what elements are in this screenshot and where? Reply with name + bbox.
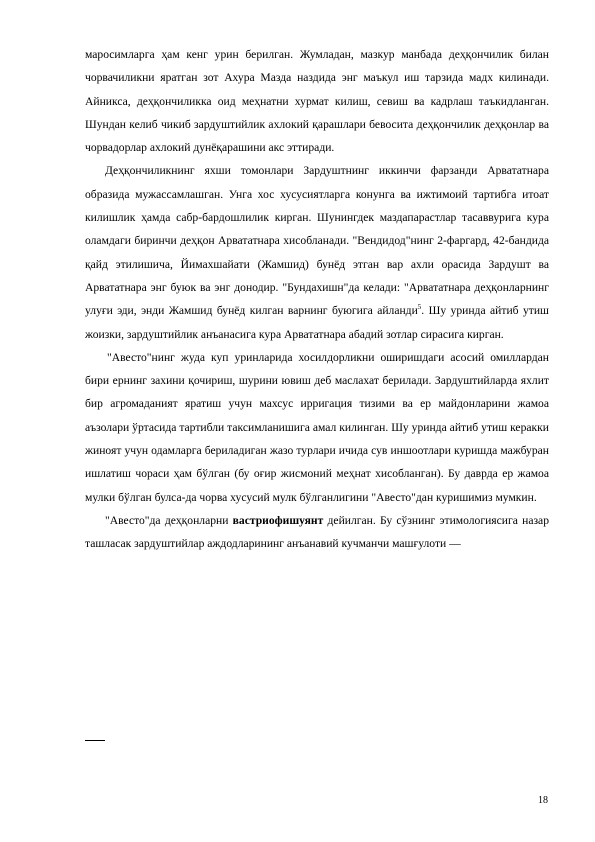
page-number: 18: [538, 795, 548, 806]
paragraph-4-text-end: дейилган. Бу сўзнинг этимологиясига назар ташласак зардуштийлар аждодларининг анъанавий кучманчи машғулоти —: [85, 513, 549, 551]
paragraph-3: "Авесто"нинг жуда куп уринларида хосилдорликни оширишдаги асосий омиллардан бири ернинг захини қочириш, шурини ювиш деб маслахат берилади. Зардуштийларда яхлит бир агромаданият яратиш учун махсус ирригация тизими ва ер майдонларини жамоа аъзолари ўртасида тартибли таксимланишига амал килинган. Шу уринда айтиб утиш керакки жиноят учун одамларга бериладиган жазо турлари ичида сув иншоотлари куришда мажбуран ишлатиш чораси ҳам бўлган (бу оғир жисмоний меҳнат хисобланган). Бу даврда ер жамоа мулки бўлган булса-да чорва хусусий мулк бўлганлигини "Авесто"дан куришимиз мумкин.: [85, 350, 549, 504]
paragraph-2-text-end: . Шу уринда айтиб утиш жоизки, зардуштийлик анъанасига кура Арвататнара абадий зотлар сирасига кирган.: [85, 304, 549, 341]
paragraph-2-text-start: Деҳқончиликнинг яхши томонлари Зардуштнинг иккинчи фарзанди Арвататнара образида мужассамлашган. Унга хос хусусиятларга конунга ва ижтимоий тартибга итоат килишлик ҳамда сабр-бардошлилик кирган. Шунингдек маздапарастлар тасаввурига кура оламдаги биринчи деҳқон Арвататнара хисобланади. "Вендидод"нинг 2-фаргард, 42-бандида қайд этилишича, Йимахшайати (Жамшид) бунёд этган вар ахли орасида Зардушт ва Арвататнара энг буюк ва энг донодир. "Бундахишн"да келади: "Арвататнара деҳқонларнинг улуғи эди, энди Жамшид бунёд килган варнинг буюгига айланди: [85, 164, 549, 318]
footnote-separator: [85, 740, 105, 741]
document-page: [85, 43, 549, 556]
paragraph-1: маросимларга ҳам кенг урин берилган. Жумладан, мазкур манбада деҳқончилик билан чорвачиликни яратган зот Ахура Мазда наздида энг маъкул иш тарзида мадх килинади. Айникса, деҳқончиликка оид меҳнатни хурмат килиш, севиш ва кадрлаш таъкидланган. Шундан келиб чикиб зардуштийлик ахлокий қарашлари бевосита деҳқончилик деҳқонлар ва чорвадорлар ахлокий дунёқарашини акс эттиради.: [85, 48, 549, 155]
bold-term: вастриофишуянт: [232, 513, 324, 527]
paragraph-4-text-start: "Авесто"да деҳқонларни: [105, 513, 233, 527]
footnote-reference[interactable]: 5: [417, 303, 422, 312]
paragraph-4: [85, 509, 549, 556]
paragraph-2: [85, 159, 549, 345]
